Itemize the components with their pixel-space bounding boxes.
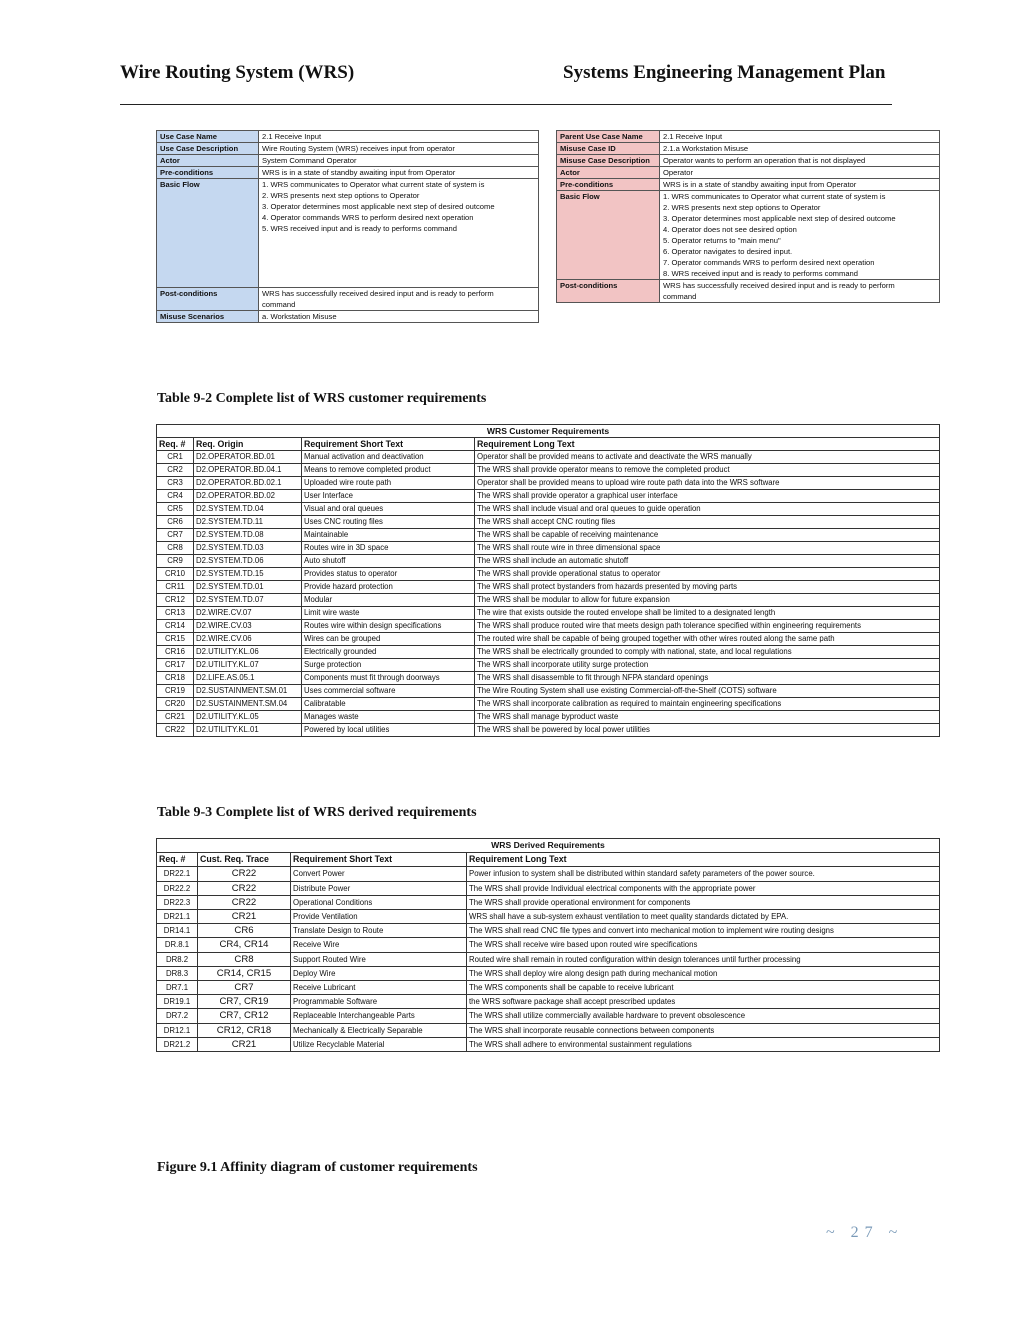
table-cell: D2.SYSTEM.TD.03 [194,542,302,555]
table-row [157,1023,940,1037]
table-cell: The WRS shall provide operational status to operator [475,568,940,581]
table-cell: CR21 [157,711,194,724]
table-cell: D2.LIFE.AS.05.1 [194,672,302,685]
table-cell: Operator shall be provided means to upload wire route path data into the WRS software [475,477,940,490]
table-cell: The WRS shall produce routed wire that meets design path tolerance specified within engineering requirements [475,620,940,633]
document-header-subtitle: Systems Engineering Management Plan [563,62,886,83]
col-header: Req. # [157,438,194,451]
table-cell: CR14, CR15 [198,966,291,980]
uc-label-misuse: Misuse Scenarios [157,311,259,323]
table-cell: D2.OPERATOR.BD.02 [194,490,302,503]
table-row [157,451,940,464]
table-cell: The WRS shall adhere to environmental sustainment regulations [467,1037,940,1051]
table-cell: Uploaded wire route path [302,477,475,490]
table-cell: CR9 [157,555,194,568]
table-cell: D2.SYSTEM.TD.06 [194,555,302,568]
table-cell: CR3 [157,477,194,490]
table-cell: CR7, CR12 [198,1009,291,1023]
page-number: ~ 27 ~ [826,1224,904,1241]
mc-label-flow: Basic Flow [557,191,660,280]
table-cell: CR12, CR18 [198,1023,291,1037]
figure-9-1-caption: Figure 9.1 Affinity diagram of customer requirements [157,1160,478,1175]
table-cell: The routed wire shall be capable of being grouped together with other wires routed along the same path [475,633,940,646]
table-row [157,995,940,1009]
mc-post-line: command [663,292,697,301]
table-cell: Means to remove completed product [302,464,475,477]
table-cell: Power infusion to system shall be distributed within standard safety parameters of the power source. [467,867,940,881]
table-cell: Maintainable [302,529,475,542]
table-cell: The WRS shall accept CNC routing files [475,516,940,529]
table-cell: Convert Power [291,867,467,881]
table-cell: DR22.3 [157,895,198,909]
table-row [157,516,940,529]
table-cell: CR8 [157,542,194,555]
table-cell: CR21 [198,910,291,924]
customer-requirements-table [156,424,940,737]
table-cell: The wire that exists outside the routed envelope shall be limited to a designated length [475,607,940,620]
col-header: Requirement Short Text [291,853,467,867]
table-cell: D2.SYSTEM.TD.11 [194,516,302,529]
table-cell: Receive Wire [291,938,467,952]
uc-flow-step: 5. WRS received input and is ready to performs command [262,224,457,233]
table-cell: The WRS shall protect bystanders from hazards presented by moving parts [475,581,940,594]
uc-label-name: Use Case Name [157,131,259,143]
table-cell: Powered by local utilities [302,724,475,737]
table-cell: DR22.2 [157,881,198,895]
table-cell: CR7, CR19 [198,995,291,1009]
table-cell: D2.UTILITY.KL.06 [194,646,302,659]
uc-post [259,288,539,311]
table-cell: D2.OPERATOR.BD.01 [194,451,302,464]
table-cell: CR17 [157,659,194,672]
table-row [157,881,940,895]
mc-flow-step: 6. Operator navigates to desired input. [663,247,793,256]
table-cell: CR18 [157,672,194,685]
document-header-title: Wire Routing System (WRS) [120,62,355,83]
table-row [157,711,940,724]
table-cell: CR1 [157,451,194,464]
mc-actor: Operator [660,167,940,179]
table-row [157,698,940,711]
mc-label-parent: Parent Use Case Name [557,131,660,143]
table-row [157,981,940,995]
table-row [157,490,940,503]
uc-flow-step: 1. WRS communicates to Operator what current state of system is [262,180,485,189]
mc-pre: WRS is in a state of standby awaiting input from Operator [660,179,940,191]
table-cell: The WRS shall incorporate reusable connections between components [467,1023,940,1037]
table-cell: DR8.2 [157,952,198,966]
table-row [157,633,940,646]
table-cell: WRS shall have a sub-system exhaust ventilation to meet quality standards dictated by EPA. [467,910,940,924]
table-cell: User Interface [302,490,475,503]
derived-table-title: WRS Derived Requirements [157,839,940,853]
table-cell: DR12.1 [157,1023,198,1037]
mc-id: 2.1.a Workstation Misuse [660,143,940,155]
uc-post-line: WRS has successfully received desired input and is ready to perform [262,289,494,298]
table-row [157,1037,940,1051]
table-row [157,867,940,881]
table-row [157,542,940,555]
table-cell: D2.WIRE.CV.06 [194,633,302,646]
table-cell: CR11 [157,581,194,594]
table-cell: The WRS shall provide Individual electrical components with the appropriate power [467,881,940,895]
header-rule [120,104,892,105]
mc-label-pre: Pre-conditions [557,179,660,191]
table-cell: CR10 [157,568,194,581]
table-cell: The Wire Routing System shall use existing Commercial-off-the-Shelf (COTS) software [475,685,940,698]
table-cell: D2.WIRE.CV.03 [194,620,302,633]
uc-label-description: Use Case Description [157,143,259,155]
mc-flow-step: 2. WRS presents next step options to Operator [663,203,821,212]
table-cell: The WRS shall incorporate calibration as required to maintain engineering specifications [475,698,940,711]
table-cell: Calibratable [302,698,475,711]
table-cell: The WRS shall provide operator a graphical user interface [475,490,940,503]
table-cell: DR22.1 [157,867,198,881]
table-cell: CR4, CR14 [198,938,291,952]
table-cell: D2.SYSTEM.TD.04 [194,503,302,516]
table-cell: DR14.1 [157,924,198,938]
table-cell: CR8 [198,952,291,966]
table-cell: Provide hazard protection [302,581,475,594]
table-cell: The WRS shall provide operational environment for components [467,895,940,909]
table-cell: CR22 [198,881,291,895]
col-header: Requirement Long Text [467,853,940,867]
table-cell: the WRS software package shall accept prescribed updates [467,995,940,1009]
uc-label-flow: Basic Flow [157,179,259,288]
table-row [157,672,940,685]
table-cell: CR2 [157,464,194,477]
table-cell: The WRS shall incorporate utility surge protection [475,659,940,672]
table-cell: Limit wire waste [302,607,475,620]
table-cell: The WRS shall be electrically grounded to comply with national, state, and local regulations [475,646,940,659]
uc-flow-step: 4. Operator commands WRS to perform desired next operation [262,213,474,222]
mc-flow-step: 8. WRS received input and is ready to performs command [663,269,858,278]
table-cell: The WRS shall be powered by local power utilities [475,724,940,737]
table-cell: D2.SUSTAINMENT.SM.01 [194,685,302,698]
table-row [157,966,940,980]
table-row [157,724,940,737]
table-cell: CR16 [157,646,194,659]
uc-actor: System Command Operator [259,155,539,167]
table-cell: Receive Lubricant [291,981,467,995]
table-cell: Wires can be grouped [302,633,475,646]
mc-label-id: Misuse Case ID [557,143,660,155]
table-row [157,581,940,594]
table-row [157,910,940,924]
table-cell: The WRS shall manage byproduct waste [475,711,940,724]
table-cell: DR8.3 [157,966,198,980]
table-cell: CR13 [157,607,194,620]
table-cell: The WRS shall read CNC file types and convert into mechanical motion to implement wire routing designs [467,924,940,938]
use-case-table [156,130,539,323]
misuse-case-table [556,130,940,303]
table-row [157,620,940,633]
table-cell: CR7 [198,981,291,995]
derived-requirements-table [156,838,940,1052]
table-cell: Electrically grounded [302,646,475,659]
table-cell: DR21.2 [157,1037,198,1051]
table-cell: CR6 [157,516,194,529]
table-cell: DR7.2 [157,1009,198,1023]
mc-flow-step: 1. WRS communicates to Operator what current state of system is [663,192,886,201]
table-cell: Provides status to operator [302,568,475,581]
col-header: Req. # [157,853,198,867]
table-cell: The WRS components shall be capable to receive lubricant [467,981,940,995]
col-header: Req. Origin [194,438,302,451]
table-cell: Utilize Recyclable Material [291,1037,467,1051]
uc-pre: WRS is in a state of standby awaiting input from Operator [259,167,539,179]
mc-flow-step: 4. Operator does not see desired option [663,225,797,234]
table-cell: The WRS shall include an automatic shutoff [475,555,940,568]
table-cell: CR22 [157,724,194,737]
table-row [157,607,940,620]
uc-misuse: a. Workstation Misuse [259,311,539,323]
table-cell: D2.UTILITY.KL.07 [194,659,302,672]
table-cell: Replaceable Interchangeable Parts [291,1009,467,1023]
table-9-3-caption: Table 9-3 Complete list of WRS derived requirements [157,805,477,820]
table-cell: CR7 [157,529,194,542]
table-cell: CR20 [157,698,194,711]
table-cell: Distribute Power [291,881,467,895]
table-cell: D2.UTILITY.KL.05 [194,711,302,724]
table-cell: D2.OPERATOR.BD.04.1 [194,464,302,477]
table-cell: CR14 [157,620,194,633]
uc-flow-step: 2. WRS presents next step options to Operator [262,191,420,200]
mc-description: Operator wants to perform an operation that is not displayed [660,155,940,167]
table-cell: The WRS shall be modular to allow for future expansion [475,594,940,607]
uc-label-post: Post-conditions [157,288,259,311]
table-cell: Translate Design to Route [291,924,467,938]
uc-name: 2.1 Receive Input [259,131,539,143]
table-cell: Operational Conditions [291,895,467,909]
table-cell: D2.SYSTEM.TD.07 [194,594,302,607]
uc-label-actor: Actor [157,155,259,167]
table-row [157,646,940,659]
table-cell: CR4 [157,490,194,503]
table-cell: DR21.1 [157,910,198,924]
table-cell: Mechanically & Electrically Separable [291,1023,467,1037]
uc-label-pre: Pre-conditions [157,167,259,179]
table-cell: CR15 [157,633,194,646]
table-cell: The WRS shall include visual and oral queues to guide operation [475,503,940,516]
table-row [157,938,940,952]
mc-label-actor: Actor [557,167,660,179]
table-cell: D2.OPERATOR.BD.02.1 [194,477,302,490]
table-cell: Operator shall be provided means to activate and deactivate the WRS manually [475,451,940,464]
mc-label-description: Misuse Case Description [557,155,660,167]
table-cell: CR22 [198,895,291,909]
table-9-2-caption: Table 9-2 Complete list of WRS customer requirements [157,391,487,406]
table-cell: Modular [302,594,475,607]
table-cell: CR21 [198,1037,291,1051]
table-cell: The WRS shall be capable of receiving maintenance [475,529,940,542]
table-cell: Manages waste [302,711,475,724]
table-cell: Auto shutoff [302,555,475,568]
table-cell: Programmable Software [291,995,467,1009]
table-cell: Surge protection [302,659,475,672]
table-row [157,952,940,966]
table-cell: Components must fit through doorways [302,672,475,685]
table-cell: D2.SYSTEM.TD.01 [194,581,302,594]
table-cell: Visual and oral queues [302,503,475,516]
mc-flow-step: 5. Operator returns to "main menu" [663,236,781,245]
mc-flow [660,191,940,280]
table-row [157,464,940,477]
table-cell: The WRS shall disassemble to fit through NFPA standard openings [475,672,940,685]
table-cell: Routed wire shall remain in routed configuration within design tolerances until further processing [467,952,940,966]
table-cell: The WRS shall utilize commercially available hardware to prevent obsolescence [467,1009,940,1023]
table-cell: DR19.1 [157,995,198,1009]
table-cell: D2.SYSTEM.TD.08 [194,529,302,542]
table-row [157,594,940,607]
table-row [157,685,940,698]
table-cell: DR.8.1 [157,938,198,952]
customer-table-title: WRS Customer Requirements [157,425,940,438]
table-cell: Routes wire in 3D space [302,542,475,555]
table-cell: D2.WIRE.CV.07 [194,607,302,620]
table-cell: D2.UTILITY.KL.01 [194,724,302,737]
table-cell: The WRS shall route wire in three dimensional space [475,542,940,555]
table-cell: The WRS shall receive wire based upon routed wire specifications [467,938,940,952]
table-cell: Provide Ventilation [291,910,467,924]
uc-flow [259,179,539,288]
mc-flow-step: 7. Operator commands WRS to perform desired next operation [663,258,875,267]
table-row [157,503,940,516]
table-cell: DR7.1 [157,981,198,995]
table-cell: Manual activation and deactivation [302,451,475,464]
uc-flow-step: 3. Operator determines most applicable next step of desired outcome [262,202,495,211]
mc-parent: 2.1 Receive Input [660,131,940,143]
table-cell: CR6 [198,924,291,938]
uc-description: Wire Routing System (WRS) receives input from operator [259,143,539,155]
col-header: Requirement Short Text [302,438,475,451]
col-header: Requirement Long Text [475,438,940,451]
table-cell: D2.SUSTAINMENT.SM.04 [194,698,302,711]
table-row [157,924,940,938]
uc-post-line: command [262,300,296,309]
col-header: Cust. Req. Trace [198,853,291,867]
table-row [157,1009,940,1023]
table-row [157,477,940,490]
table-cell: Support Routed Wire [291,952,467,966]
table-cell: The WRS shall deploy wire along design path during mechanical motion [467,966,940,980]
table-row [157,555,940,568]
table-cell: CR19 [157,685,194,698]
table-row [157,659,940,672]
table-cell: Routes wire within design specifications [302,620,475,633]
table-cell: The WRS shall provide operator means to remove the completed product [475,464,940,477]
table-cell: CR5 [157,503,194,516]
table-row [157,529,940,542]
mc-label-post: Post-conditions [557,280,660,303]
table-cell: D2.SYSTEM.TD.15 [194,568,302,581]
table-cell: Deploy Wire [291,966,467,980]
table-row [157,895,940,909]
mc-post-line: WRS has successfully received desired input and is ready to perform [663,281,895,290]
table-cell: CR22 [198,867,291,881]
table-cell: Uses CNC routing files [302,516,475,529]
table-cell: CR12 [157,594,194,607]
mc-post [660,280,940,303]
table-row [157,568,940,581]
mc-flow-step: 3. Operator determines most applicable next step of desired outcome [663,214,896,223]
table-cell: Uses commercial software [302,685,475,698]
